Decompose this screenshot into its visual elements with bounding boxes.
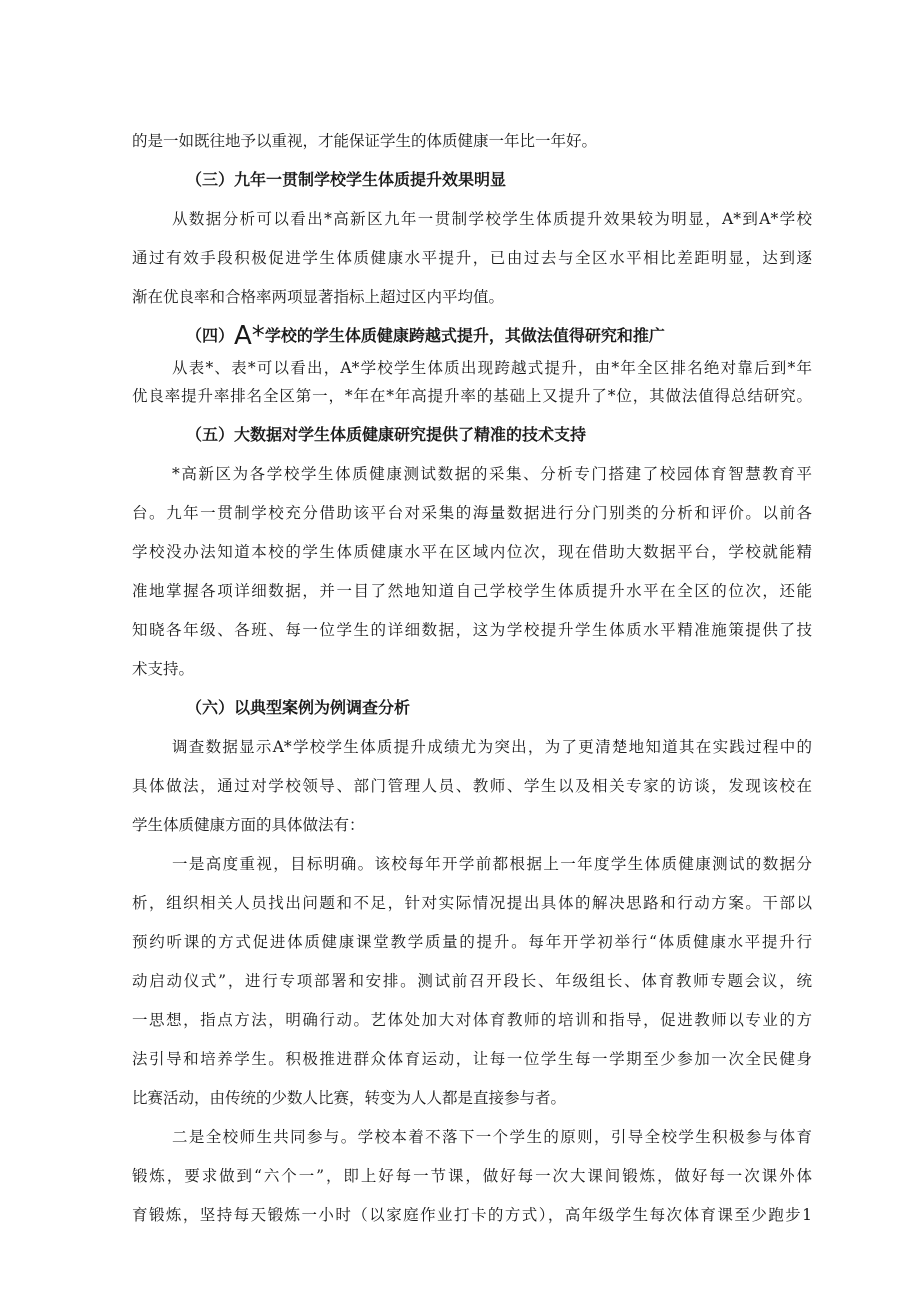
paragraph-line: 动启动仪式”，进行专项部署和安排。测试前召开段长、年级组长、体育教师专题会议，统 (132, 972, 812, 990)
paragraph-line: 渐在优良率和合格率两项显著指标上超过区内平均值。 (132, 288, 505, 306)
paragraph-line: 从表*、表*可以看出，A*学校学生体质出现跨越式提升，由*年全区排名绝对靠后到*年 (172, 359, 812, 377)
paragraph-line: 从数据分析可以看出*高新区九年一贯制学校学生体质提升效果较为明显，A*到A*学校 (172, 210, 812, 228)
paragraph-line: 析，组织相关人员找出问题和不足，针对实际情况提出具体的解决思路和行动方案。干部以 (132, 894, 812, 912)
paragraph-line: 术支持。 (132, 660, 195, 678)
paragraph-line: 预约听课的方式促进体质健康课堂教学质量的提升。每年开学初举行“体质健康水平提升行 (132, 933, 812, 951)
paragraph-line: 比赛活动，由传统的少数人比赛，转变为人人都是直接参与者。 (132, 1089, 567, 1107)
paragraph-line: 法引导和培养学生。积极推进群众体育运动，让每一位学生每一学期至少参加一次全民健身 (132, 1050, 812, 1068)
paragraph-line: 二是全校师生共同参与。学校本着不落下一个学生的原则，引导全校学生积极参与体育 (172, 1128, 812, 1146)
paragraph-line: 知晓各年级、各班、每一位学生的详细数据，这为学校提升学生体质水平精准施策提供了技 (132, 621, 812, 639)
paragraph-line: 学校没办法知道本校的学生体质健康水平在区域内位次，现在借助大数据平台，学校就能精 (132, 543, 812, 561)
paragraph-line: 一思想，指点方法，明确行动。艺体处加大对体育教师的培训和指导，促进教师以专业的方 (132, 1011, 812, 1029)
section-heading-6: （六）以典型案例为例调查分析 (186, 698, 411, 717)
heading-prefix: （四） (186, 326, 235, 345)
paragraph-line: *高新区为各学校学生体质健康测试数据的采集、分析专门搭建了校园体育智慧教育平 (172, 465, 812, 483)
paragraph-line: 的是一如既往地予以重视，才能保证学生的体质健康一年比一年好。 (132, 132, 598, 150)
paragraph-line: 育锻炼，坚持每天锻炼一小时（以家庭作业打卡的方式），高年级学生每次体育课至少跑步1 (132, 1206, 812, 1224)
paragraph-line: 一是高度重视，目标明确。该校每年开学前都根据上一年度学生体质健康测试的数据分 (172, 855, 812, 873)
paragraph-line: 具体做法，通过对学校领导、部门管理人员、教师、学生以及相关专家的访谈，发现该校在 (132, 777, 812, 795)
paragraph-line: 调查数据显示A*学校学生体质提升成绩尤为突出，为了更清楚地知道其在实践过程中的 (172, 738, 812, 756)
paragraph-line: 锻炼，要求做到“六个一”，即上好每一节课，做好每一次大课间锻炼，做好每一次课外体 (132, 1167, 812, 1185)
section-heading-4 (186, 322, 812, 350)
paragraph-line: 优良率提升率排名全区第一，*年在*年高提升率的基础上又提升了*位，其做法值得总结研究。 (132, 387, 812, 405)
paragraph-line: 台。九年一贯制学校充分借助该平台对采集的海量数据进行分门别类的分析和评价。以前各 (132, 504, 812, 522)
section-heading-3: （三）九年一贯制学校学生体质提升效果明显 (186, 170, 507, 189)
heading-big-label: A* (234, 322, 265, 350)
section-heading-5: （五）大数据对学生体质健康研究提供了精准的技术支持 (186, 425, 587, 444)
paragraph-line: 通过有效手段积极促进学生体质健康水平提升，已由过去与全区水平相比差距明显，达到逐 (132, 249, 812, 267)
paragraph-line: 准地掌握各项详细数据，并一目了然地知道自己学校学生体质提升水平在全区的位次，还能 (132, 582, 812, 600)
heading-rest: 学校的学生体质健康跨越式提升，其做法值得研究和推广 (264, 326, 665, 345)
paragraph-line: 学生体质健康方面的具体做法有： (132, 816, 365, 834)
